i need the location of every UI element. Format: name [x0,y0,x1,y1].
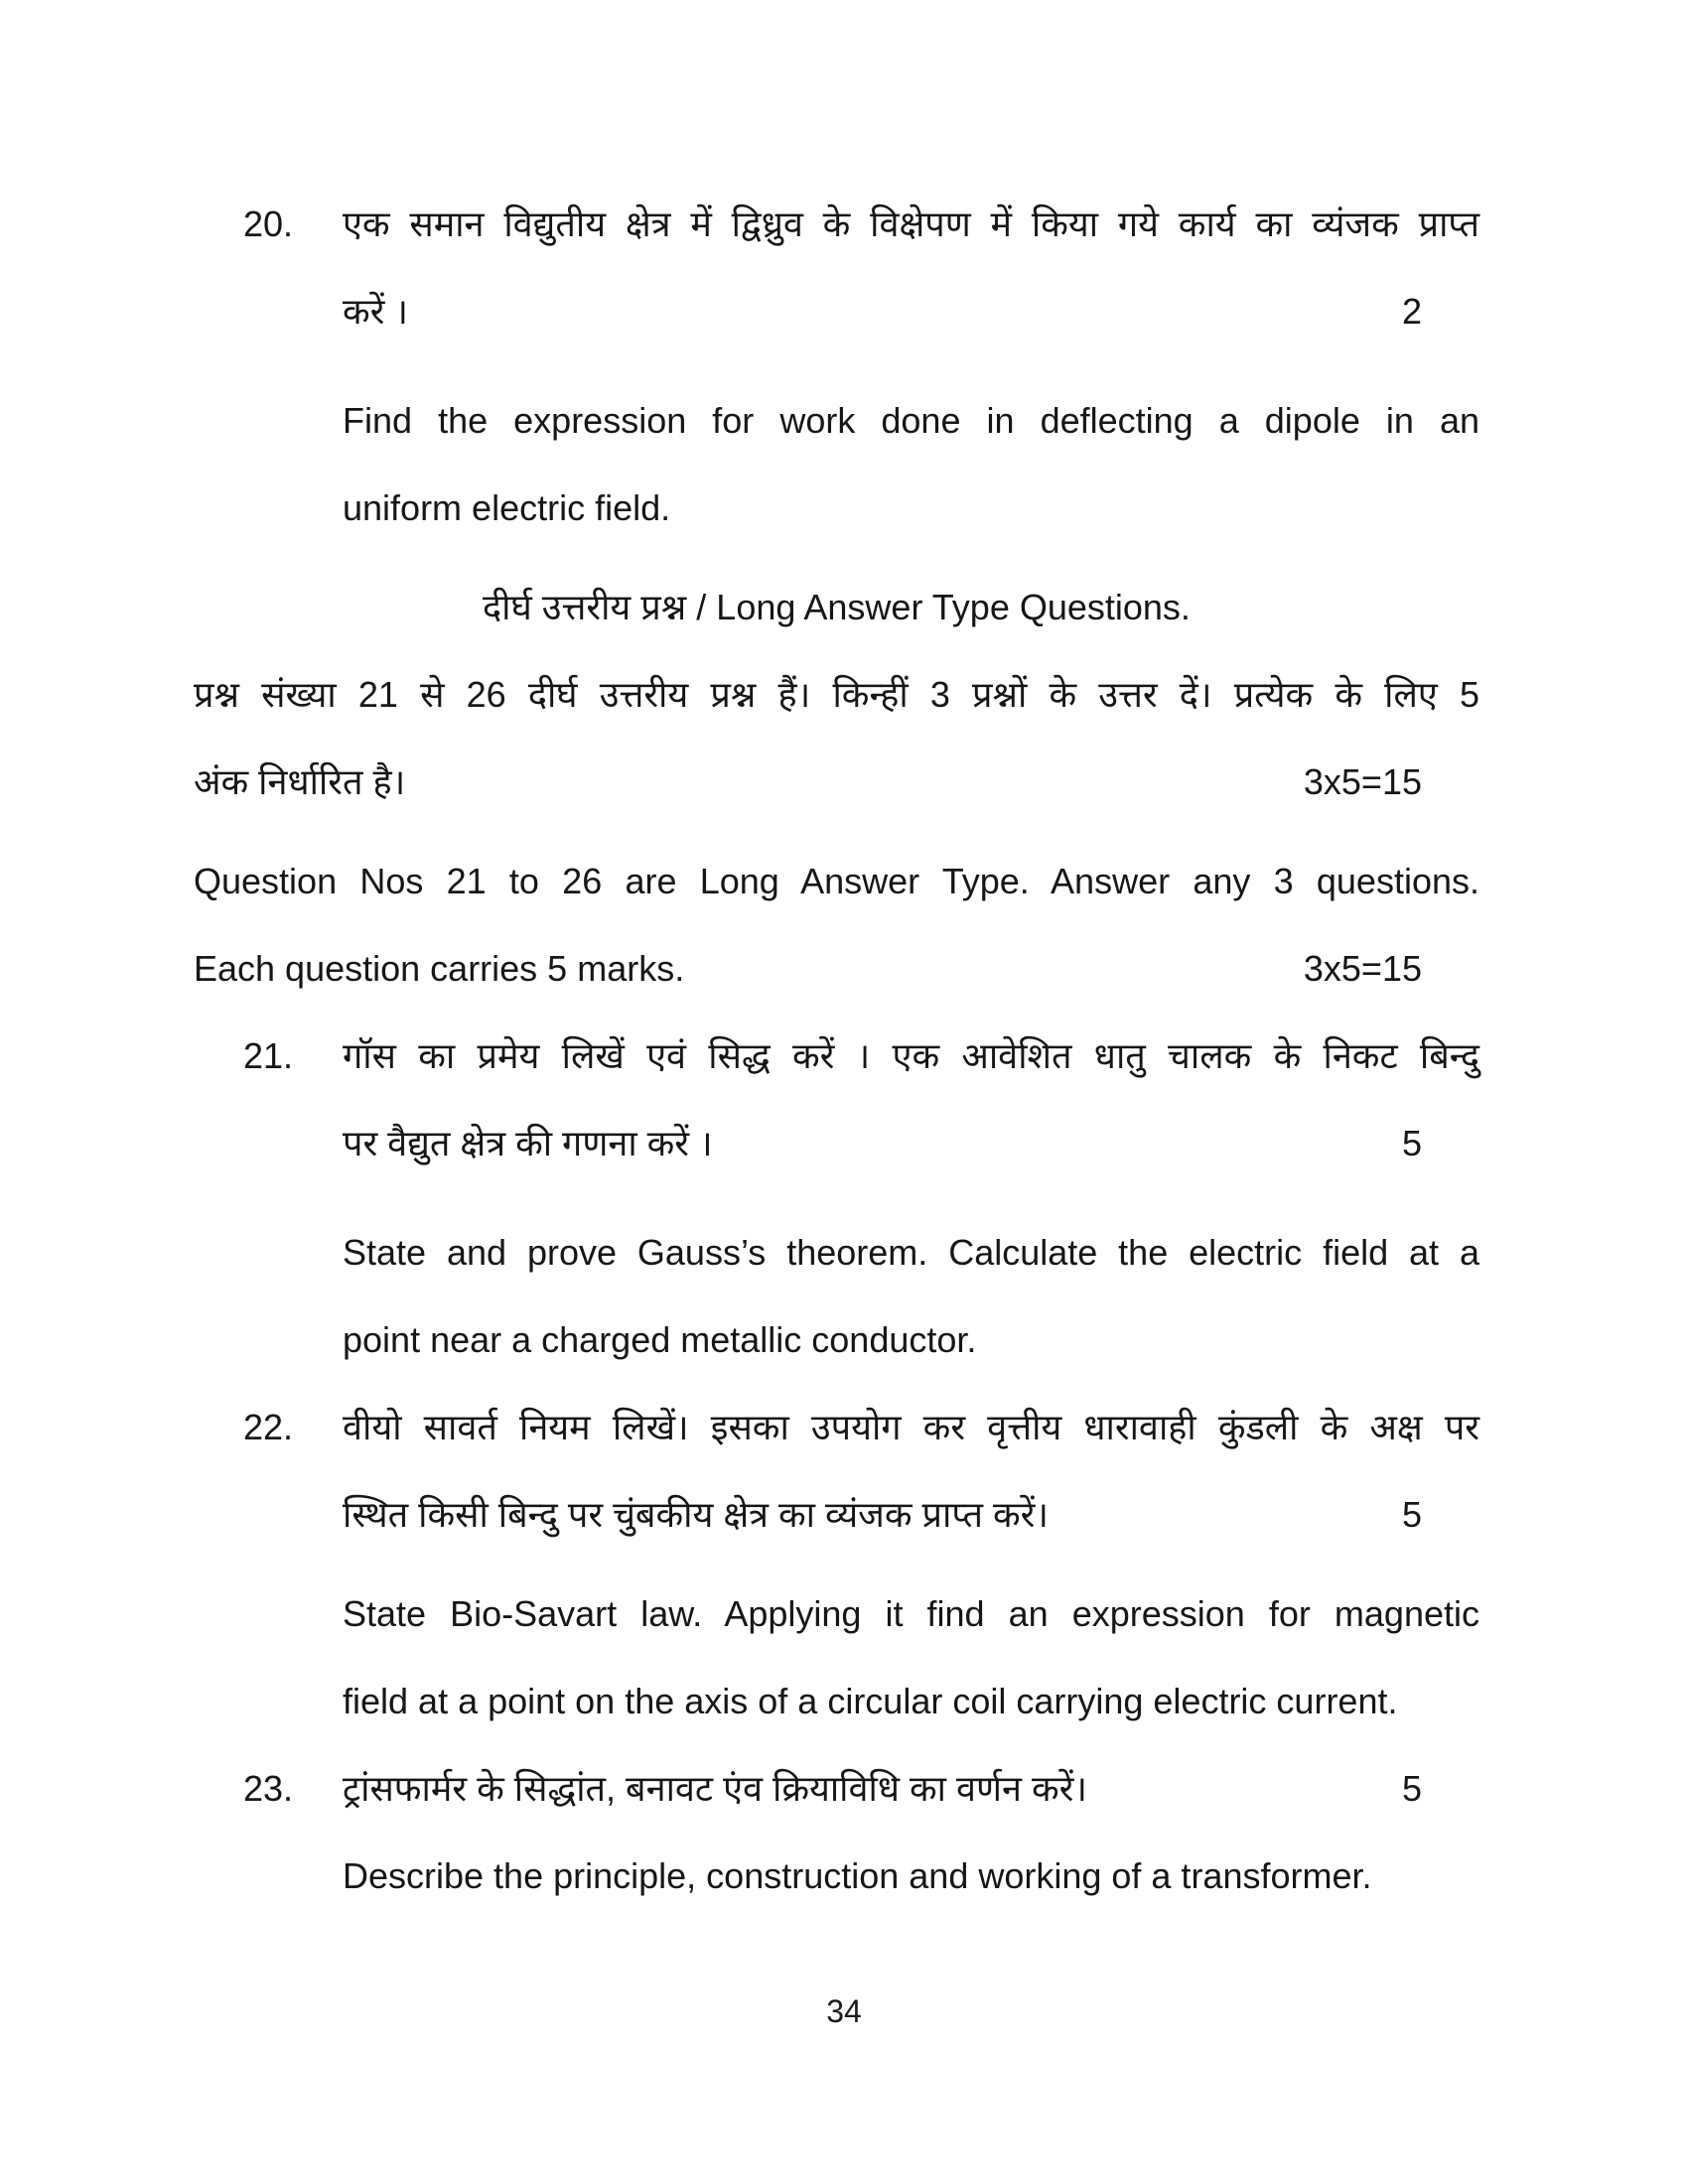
question-22-hindi-row-2 [194,1471,1479,1559]
page-number: 34 [826,1993,862,2029]
question-21-english-line-2: point near a charged metallic conductor. [343,1319,977,1360]
question-20-english-line-2: uniform electric field. [343,487,671,528]
question-21-hindi-row-2 [194,1100,1479,1187]
question-22-number: 22. [243,1407,294,1447]
question-21-english-row-1 [194,1209,1479,1297]
instructions-english-line-1: Question Nos 21 to 26 are Long Answer Type. Answer any 3 questions. [194,861,1479,901]
instructions-hindi-line-2: अंक निर्धारित है। [194,761,406,802]
question-20-number: 20. [243,204,294,244]
question-20-marks: 2 [1401,291,1422,332]
question-23-hindi-line-1: ट्रांसफार्मर के सिद्धांत, बनावट एंव क्रियाविधि का वर्णन करें। [343,1768,1088,1809]
question-21 [194,1013,1479,1384]
question-21-english-row-2 [194,1297,1479,1384]
question-22-marks: 5 [1401,1494,1422,1535]
section-heading-english: Long Answer Type Questions. [716,587,1191,627]
section-heading-separator: / [696,587,707,627]
question-21-hindi-row-1 [194,1013,1479,1100]
question-20-hindi-row-1 [194,181,1479,268]
section-heading-hindi: दीर्घ उत्तरीय प्रश्न [483,587,687,627]
question-20 [194,181,1479,552]
question-21-hindi-line-1: गॉस का प्रमेय लिखें एवं सिद्ध करें । एक आवेशित धातु चालक के निकट बिन्दु [343,1035,1479,1076]
question-21-marks: 5 [1401,1123,1422,1163]
question-21-number: 21. [243,1035,294,1076]
section-instructions [194,651,1479,1013]
question-21-english-line-1: State and prove Gauss’s theorem. Calculate the electric field at a [343,1232,1479,1273]
instructions-hindi-marks: 3x5=15 [1303,761,1422,802]
question-22-english-row-1 [194,1570,1479,1658]
question-23-english-row-1 [194,1833,1479,1920]
question-22-hindi-row-1 [194,1384,1479,1471]
instructions-english-marks: 3x5=15 [1303,948,1422,989]
question-20-english-line-1: Find the expression for work done in deflecting a dipole in an [343,400,1479,441]
instructions-english-row-2 [194,925,1479,1013]
question-23-english-line-1: Describe the principle, construction and working of a transformer. [343,1855,1372,1896]
question-20-english-row-2 [194,465,1479,552]
question-20-hindi-row-2 [194,268,1479,355]
instructions-hindi-row-2 [194,739,1479,826]
question-23-hindi-row-1 [194,1745,1479,1833]
question-21-hindi-line-2: पर वैद्युत क्षेत्र की गणना करें । [343,1123,713,1163]
instructions-english-line-2: Each question carries 5 marks. [194,948,685,989]
question-22 [194,1384,1479,1745]
question-22-hindi-line-2: स्थित किसी बिन्दु पर चुंबकीय क्षेत्र का व्यंजक प्राप्त करें। [343,1494,1049,1535]
question-23-marks: 5 [1401,1768,1422,1809]
question-22-english-line-1: State Bio-Savart law. Applying it find an expression for magnetic [343,1593,1479,1634]
question-20-hindi-line-2: करें । [343,291,409,332]
exam-paper-content [194,181,1479,1920]
question-20-hindi-line-1: एक समान विद्युतीय क्षेत्र में द्विध्रुव के विक्षेपण में किया गये कार्य का व्यंजक प्राप्त [343,204,1479,244]
question-22-english-row-2 [194,1658,1479,1745]
question-23 [194,1745,1479,1920]
section-heading [194,564,1479,651]
question-20-english-row-1 [194,377,1479,465]
question-22-english-line-2: field at a point on the axis of a circular coil carrying electric current. [343,1681,1398,1721]
question-22-hindi-line-1: वीयो सावर्त नियम लिखें। इसका उपयोग कर वृत्तीय धारावाही कुंडली के अक्ष पर [343,1407,1479,1447]
instructions-hindi-line-1: प्रश्न संख्या 21 से 26 दीर्घ उत्तरीय प्रश्न हैं। किन्हीं 3 प्रश्नों के उत्तर दें। प्रत्येक के लिए 5 [194,674,1479,715]
question-23-number: 23. [243,1768,294,1809]
